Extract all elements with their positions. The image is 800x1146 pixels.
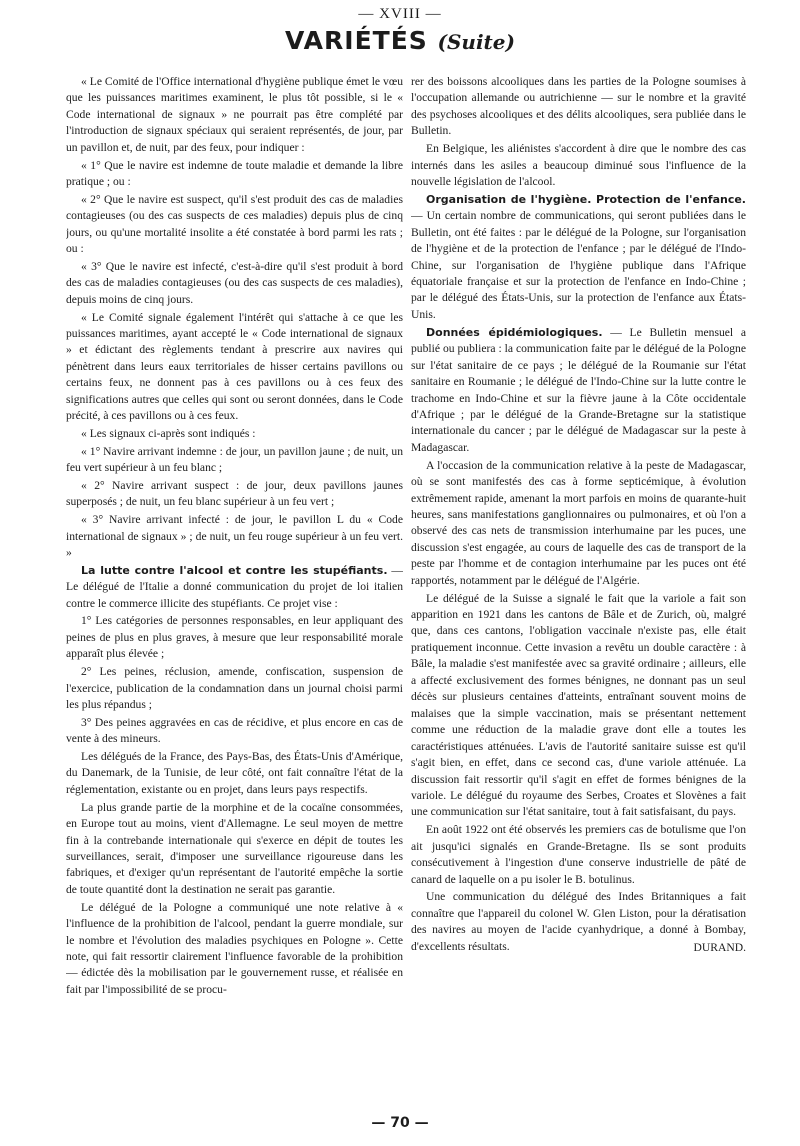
right-column xyxy=(411,74,746,1114)
paragraph: « 3° Navire arrivant infecté : de jour, le pavillon L du « Code international de signaux » ; de nuit, un feu rouge supérieur à un feu vert. » xyxy=(66,513,403,560)
paragraph: Le délégué de la Suisse a signalé le fait que la variole a fait son apparition en 1921 dans les cantons de Bâle et de Zurich, où, malgré que, dans ces cantons, l'obligation vaccinale n'existe pas, elle était pratiquement inconnue. Cette invasion a revêtu un double caractère : à Bâle, la maladie s'est manifestée avec sa gravité ordinaire ; ailleurs, elle a affecté exclusivement des formes bénignes, ne donnant pas un seul décès sur plusieurs centaines d'atteints, entraînant souvent moins de malaises que la simple vaccination, mais se présentant nettement comme une réduction de la maladie grave dont elle a toutes les caractéristiques atténuées. L'avis de l'autorité sanitaire suisse est qu'il s'agit bien, en effet, dans ce second cas, d'une variole atténuée. La discussion fait ressortir qu'il s'agit en effet de formes bénignes de la variole. Le délégué du royaume des Serbes, Croates et Slovènes a fait une communication sur l'état sanitaire, tout à fait satisfaisant, du pays. xyxy=(411,591,746,819)
title-text: VARIÉTÉS xyxy=(285,26,428,55)
paragraph: « Les signaux ci-après sont indiqués : xyxy=(81,427,256,440)
title-suffix: (Suite) xyxy=(437,30,515,54)
paragraph: « Le Comité signale également l'intérêt qui s'attache à ce que les puissances maritimes, ayant accepté le « Code international de signaux » et édictant des règlements tendant à prescrire aux navires qui pénètrent dans leurs eaux territoriales de hisser certains pavillons ou certains feux, ne donnent pas à ces pavillons ou à ces feux des significations autres que celles qui sont ou seront données, dans le Code précité, à ces pavillons ou à ces feux. xyxy=(66,310,403,423)
section-epidemio-intro xyxy=(411,325,746,457)
paragraph: 3° Des peines aggravées en cas de récidive, et plus encore en cas de vente à des mineurs. xyxy=(66,715,403,746)
paragraph: La plus grande partie de la morphine et de la cocaïne consommées, en Europe tout au moins, vient d'Allemagne. Le seul moyen de mettre fin à la contrebande internationale qui s'exerce en dépit de toutes les surveillances, serait, d'imposer une surveillance rigoureuse dans les fabriques, et d'exiger qu'un représentant de l'autorité empêche la sortie de toute quantité dont la destination ne serait pas garantie. xyxy=(66,800,403,896)
paragraph: Les délégués de la France, des Pays-Bas, des États-Unis d'Amérique, du Danemark, de la Tunisie, de leur côté, ont fait connaître l'état de la réglementation, existante ou en projet, dans leurs pays respectifs. xyxy=(66,749,403,796)
paragraph-continued: rer des boissons alcooliques dans les parties de la Pologne soumises à l'occupation allemande ou autrichienne — sur le nombre et la gravité des psychoses alcooliques et des délits alcooliques, sera publiée dans le Bulletin. xyxy=(411,75,746,138)
section-alcohol-intro xyxy=(66,563,403,612)
section-body: — Un certain nombre de communications, qui seront publiées dans le Bulletin, ont été faites : par le délégué de la Pologne, sur l'organisation de l'hygiène et de la protection de l'enfance ; par le délégué de l'Indo-Chine, sur l'organisation de l'hygiène publique dans l'Afrique équatoriale française et sur la protection de l'enfance en Indo-Chine ; par le délégué des États-Unis, sur la protection de l'enfance aux États-Unis. xyxy=(411,209,746,321)
section-number: — XVIII — xyxy=(358,6,442,22)
page-number: — 70 — xyxy=(371,1115,429,1131)
section-heading-hygiene: Organisation de l'hygiène. Protection de l'enfance. xyxy=(426,192,746,206)
paragraph: « 2° Que le navire est suspect, qu'il s'est produit des cas de maladies contagieuses (ou des cas suspects de ces maladies) depuis plus de cinq jours, ou qu'une mortalité insolite a été constatée à bord parmi les rats ; ou : xyxy=(66,192,403,256)
signature: DURAND. xyxy=(693,941,746,955)
section-hygiene-intro xyxy=(411,192,746,324)
paragraph: En Belgique, les aliénistes s'accordent à dire que le nombre des cas internés dans les asiles a beaucoup diminué sous l'influence de la nouvelle législation de l'alcool. xyxy=(411,142,746,189)
paragraph: En août 1922 ont été observés les premiers cas de botulisme que l'on ait jusqu'ici signalés en Grande-Bretagne. Ils se sont produits consécutivement à l'ingestion d'une conserve industrielle de pâté de canard de laquelle on a pu isoler le B. botulinus. xyxy=(411,823,746,886)
paragraph: « 1° Navire arrivant indemne : de jour, un pavillon jaune ; de nuit, un feu vert supérieur à un feu blanc ; xyxy=(66,444,403,475)
left-column xyxy=(66,74,403,1114)
paragraph: Le délégué de la Pologne a communiqué une note relative à « l'influence de la prohibition de l'alcool, pendant la guerre mondiale, sur le nombre et l'évolution des maladies psychiques en Pologne ». Cette note, qui fait ressortir clairement l'influence favorable de la prohibition — édictée dès la mobilisation par le gouvernement russe, et réalisée en fait par l'impossibilité de se procu- xyxy=(66,900,403,996)
paragraph: 2° Les peines, réclusion, amende, confiscation, suspension de l'exercice, publication de la condamnation dans un journal choisi parmi les plus répandus ; xyxy=(66,665,403,712)
paragraph: « Le Comité de l'Office international d'hygiène publique émet le vœu que les puissances maritimes examinent, le plus tôt possible, si le « Code international de signaux » ne pourrait pas être complété par l'introduction de signaux spéciaux qui seraient représentés, de jour, par un pavillon et, de nuit, par des feux, pour indiquer : xyxy=(66,75,403,154)
section-lead: — Le délégué de l'Italie a donné communication du projet de loi italien contre le commerce illicite des stupéfiants. Ce projet vise : xyxy=(66,563,403,610)
section-heading-epidemio: Données épidémiologiques. xyxy=(426,325,603,339)
paragraph: « 2° Navire arrivant suspect : de jour, deux pavillons jaunes superposés ; de nuit, un feu blanc supérieur à un feu vert ; xyxy=(66,478,403,509)
paragraph: « 1° Que le navire est indemne de toute maladie et demande la libre pratique ; ou : xyxy=(66,158,403,189)
paragraph: A l'occasion de la communication relative à la peste de Madagascar, où se sont manifestés des cas à forme septicémique, à évolution extrêmement rapide, amenant la mort parfois en moins de quarante-huit heures, sans manifestations ganglionnaires ou pulmonaires, et où l'on a observé des cas nets de transmission interhumaine par les puces, une discussion s'est engagée, au cours de laquelle des cas de transport de la peste par l'homme et de contagion interhumaine par les puces ont été rapportés, notamment par le délégué de l'Algérie. xyxy=(411,458,746,587)
section-lead: — Le Bulletin mensuel a publié ou publiera : la communication faite par le délégué de la Pologne sur l'état sanitaire de ce pays ; le délégué de la Roumanie sur l'état sanitaire en Roumanie ; le délégué de l'Indo-Chine sur la lutte contre le trachome en Indo-Chine et sur la fièvre jaune à la Côte occidentale d'Afrique ; par le délégué de la Grande-Bretagne sur la statistique internationale du cancer ; par le délégué de Madagascar sur la peste à Madagascar. xyxy=(411,325,746,454)
paragraph: Une communication du délégué des Indes Britanniques a fait connaître que l'appareil du colonel W. Glen Liston, pour la dératisation des navires au moyen de l'acide cyanhydrique, a donné à Bombay, d'excellents résultats. xyxy=(411,890,746,953)
section-heading-alcohol: La lutte contre l'alcool et contre les stupéfiants. xyxy=(81,563,388,577)
paragraph: « 3° Que le navire est infecté, c'est-à-dire qu'il s'est produit à bord des cas de maladies contagieuses (ou des cas suspects de ces maladies), depuis moins de cinq jours. xyxy=(66,259,403,306)
paragraph: 1° Les catégories de personnes responsables, en leur appliquant des peines de plus en plus graves, à mesure que leur responsabilité morale apparaît plus élevée ; xyxy=(66,614,403,661)
page-title xyxy=(0,26,800,55)
